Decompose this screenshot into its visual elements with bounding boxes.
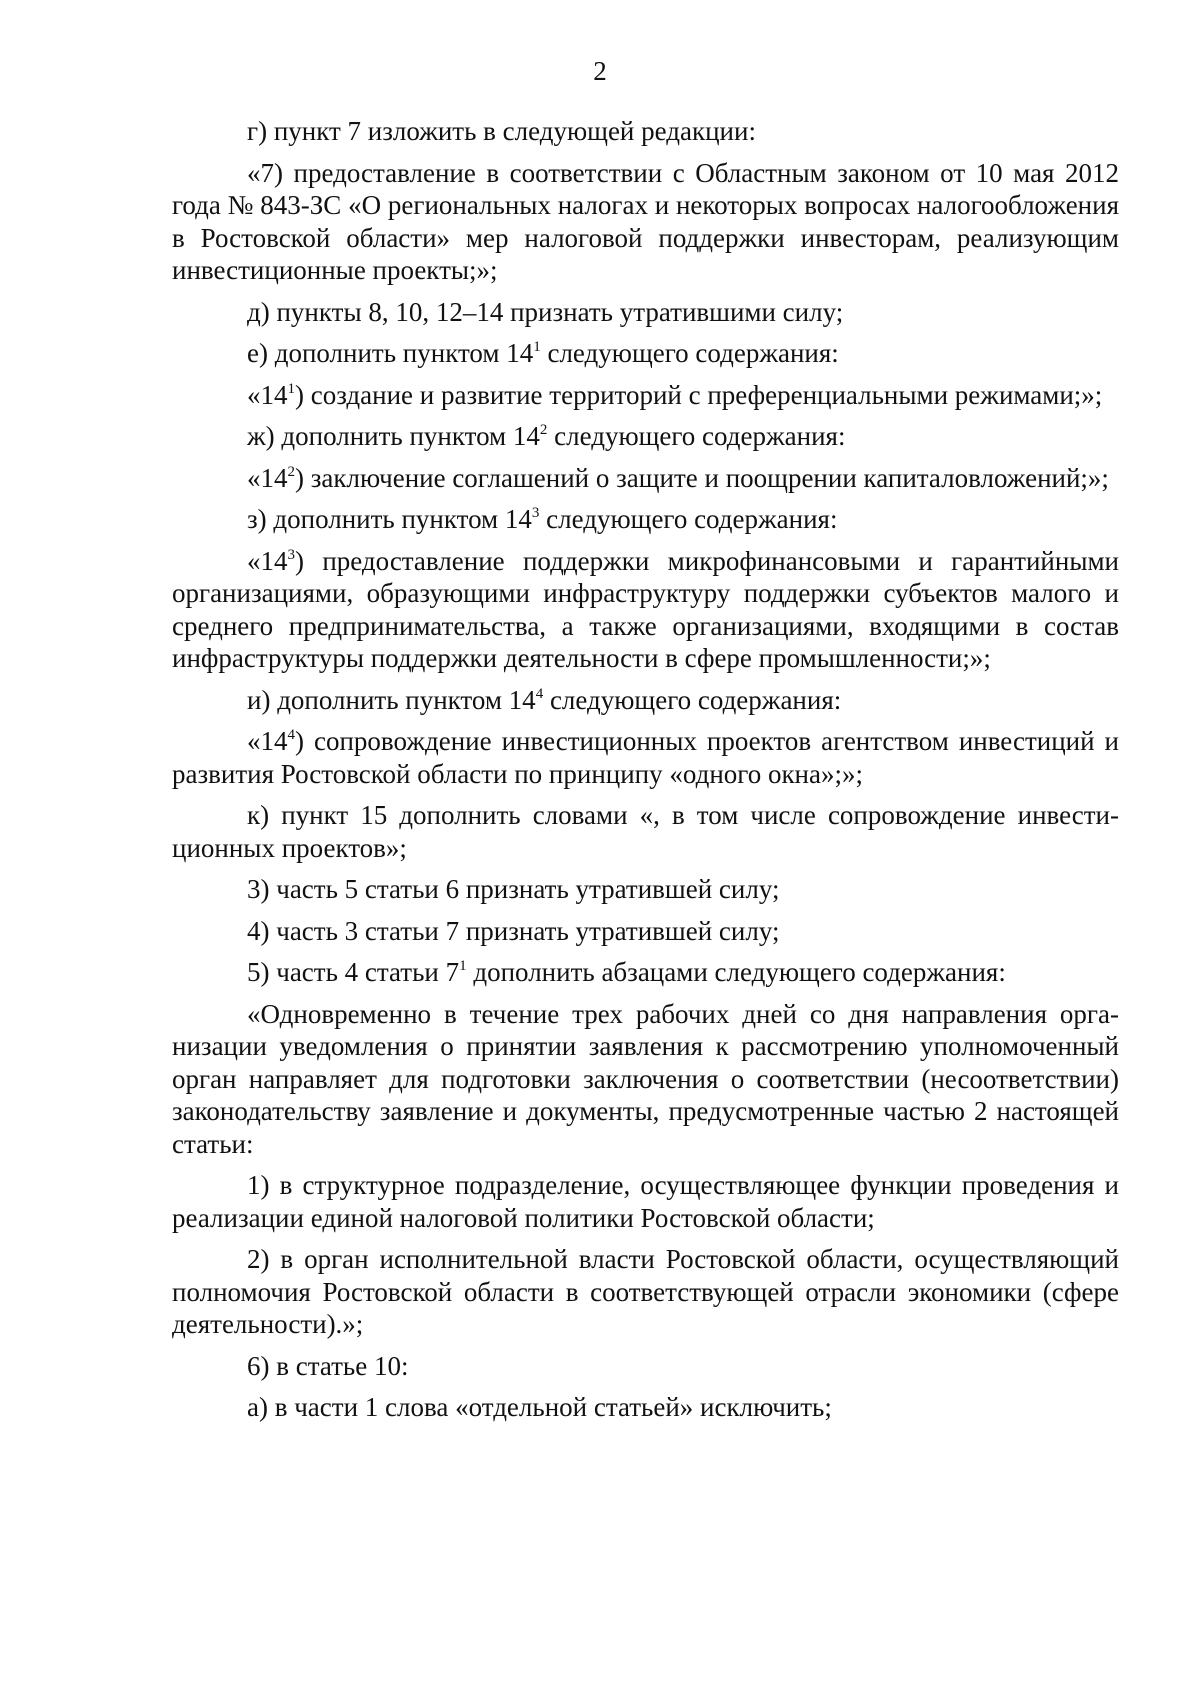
paragraph	[172, 420, 1119, 453]
paragraph	[172, 545, 1119, 675]
paragraph-text: ) предоставление поддержки микрофинансовыми и гарантийными организациями, образующими инфраструктуру поддержки субъектов малого и среднего предпринимательства, а также организациями, входящими в состав инфраструктуры поддержки деятельности в сфере промышленности;»;	[172, 545, 1119, 673]
paragraph-text: и) дополнить пунктом 14	[247, 684, 536, 715]
paragraph-text: «14	[247, 379, 288, 410]
paragraph	[172, 1169, 1119, 1234]
paragraph-text: 1) в структурное подразделение, осуществляющее функции проведения и реализации единой налоговой политики Ростовской области;	[172, 1170, 1119, 1233]
paragraph	[172, 873, 1119, 906]
paragraph-text: з) дополнить пунктом 14	[247, 504, 532, 534]
paragraph-text: следующего содержания:	[543, 684, 842, 715]
paragraph-text: ж) дополнить пунктом 14	[247, 421, 540, 451]
paragraph-text: 2) в орган исполнительной власти Ростовской области, осуществляющий полномочия Ростовской области в соответствующей отрасли экономики (сфере деятельности).»;	[172, 1244, 1119, 1339]
paragraph-text: «14	[247, 462, 288, 493]
paragraph-text: г) пункт 7 изложить в следующей редакции:	[247, 116, 756, 146]
paragraph-text: д) пункты 8, 10, 12–14 признать утратившими силу;	[247, 296, 844, 327]
superscript-index: 2	[287, 463, 295, 480]
superscript-index: 1	[533, 339, 541, 355]
superscript-index: 1	[287, 380, 295, 397]
paragraph	[172, 998, 1119, 1161]
paragraph	[172, 379, 1119, 412]
paragraph-text: 5) часть 4 статьи 7	[247, 957, 460, 987]
superscript-index: 2	[539, 422, 548, 438]
paragraph-text: ) создание и развитие территорий с преференциальными режимами;»;	[295, 379, 1103, 410]
paragraph-text: 6) в статье 10:	[247, 1350, 409, 1381]
paragraph	[172, 1350, 1119, 1383]
paragraph-text: к) пункт 15 дополнить словами «, в том числе сопровождение инвестиционных проектов»;	[172, 800, 1119, 863]
paragraph-text: следующего содержания:	[540, 338, 839, 368]
paragraph-text: «Одновременно в течение трех рабочих дней со дня направления организации уведомления о принятии заявления к рассмотрению уполномоченный орган направляет для подготовки заключения о соответствии (несоответствии) законодательству заявление и документы, предусмотренные частью 2 настоящей статьи:	[172, 998, 1119, 1159]
paragraph	[172, 799, 1119, 864]
document-body	[172, 115, 1119, 1433]
paragraph-text: ) заключение соглашений о защите и поощрении капиталовложений;»;	[295, 462, 1109, 493]
paragraph-text: 4) часть 3 статьи 7 признать утратившей силу;	[247, 915, 780, 946]
superscript-index: 4	[287, 727, 295, 743]
paragraph-text: дополнить абзацами следующего содержания:	[466, 957, 1006, 987]
paragraph-text: следующего содержания:	[547, 421, 846, 451]
superscript-index: 3	[287, 546, 295, 563]
paragraph-text: «14	[247, 545, 288, 576]
superscript-index: 4	[535, 685, 544, 702]
paragraph	[172, 296, 1119, 329]
paragraph	[172, 1243, 1119, 1341]
paragraph	[172, 157, 1119, 287]
paragraph	[172, 725, 1119, 790]
paragraph-text: «7) предоставление в соответствии с Областным законом от 10 мая 2012 года № 843-ЗС «О региональных налогах и некоторых вопросах налогообложения в Ростовской области» мер налоговой поддержки инвесторам, реализующим инвестиционные проекты;»;	[172, 157, 1119, 285]
paragraph-text: «14	[247, 726, 288, 756]
paragraph	[172, 684, 1119, 717]
paragraph-text: ) сопровождение инвестиционных проектов агентством инвестиций и развития Ростовской области по принципу «одного окна»;»;	[172, 726, 1119, 789]
paragraph	[172, 503, 1119, 536]
superscript-index: 3	[531, 505, 540, 521]
paragraph	[172, 115, 1119, 148]
paragraph-text: следующего содержания:	[539, 504, 838, 534]
paragraph	[172, 462, 1119, 495]
paragraph-text: 3) часть 5 статьи 6 признать утратившей силу;	[247, 874, 780, 904]
superscript-index: 1	[459, 958, 467, 974]
paragraph	[172, 337, 1119, 370]
paragraph	[172, 915, 1119, 948]
paragraph-text: а) в части 1 слова «отдельной статьей» исключить;	[247, 1392, 832, 1422]
page-number: 2	[593, 56, 607, 86]
paragraph	[172, 1391, 1119, 1424]
paragraph-text: е) дополнить пунктом 14	[247, 338, 534, 368]
paragraph	[172, 956, 1119, 989]
